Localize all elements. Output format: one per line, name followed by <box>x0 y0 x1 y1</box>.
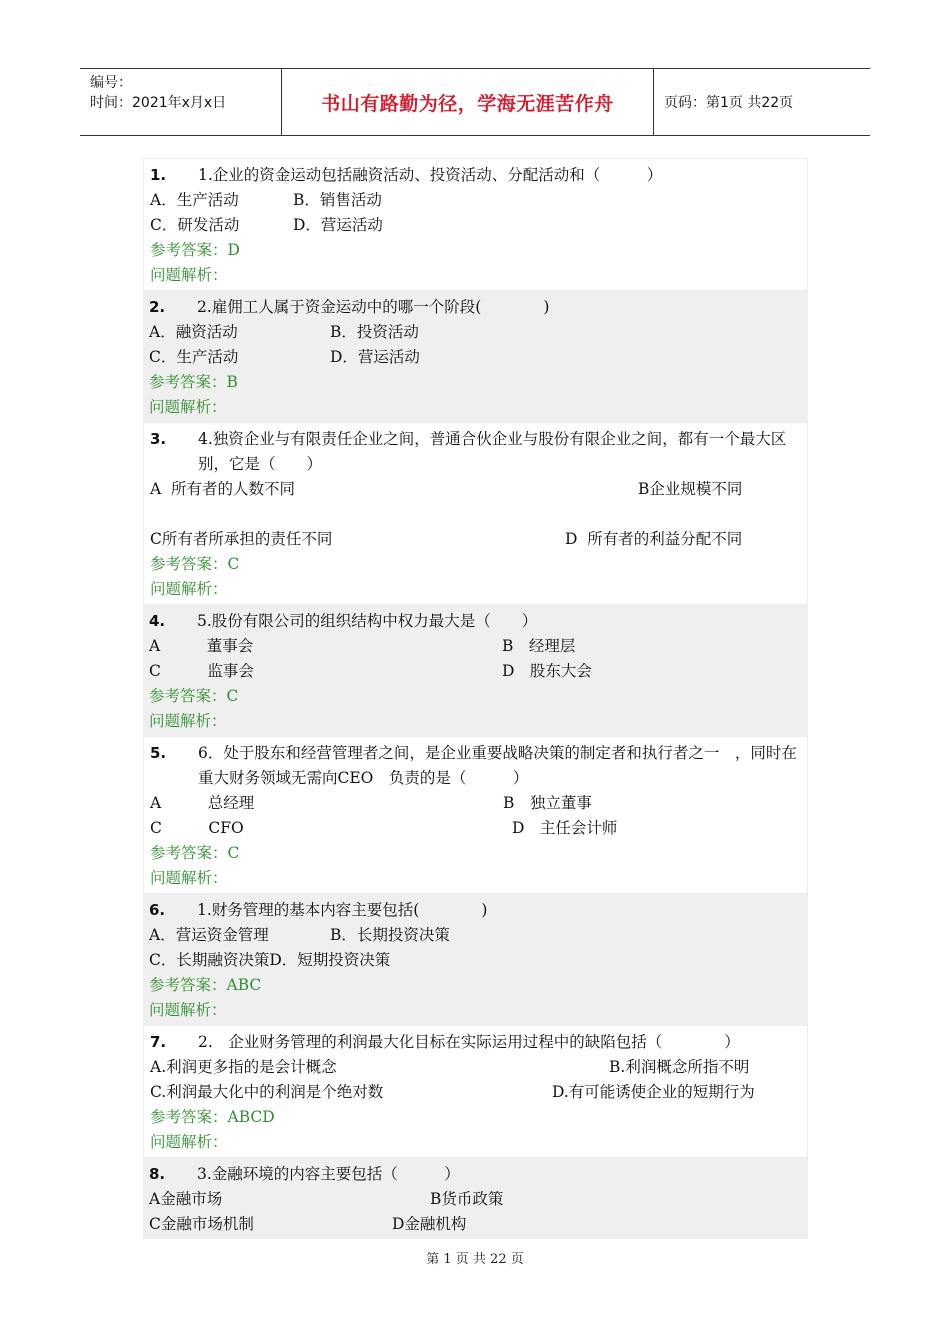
option: B 独立董事 <box>503 794 592 812</box>
question-analysis: 问题解析： <box>150 1133 228 1151</box>
reference-answer: 参考答案：C <box>150 844 240 862</box>
option: B．销售活动 <box>293 191 382 209</box>
question-number: 2. <box>149 298 166 316</box>
question-number: 4. <box>149 612 166 630</box>
question-analysis: 问题解析： <box>150 266 228 284</box>
header-page-info: 页码：第1页 共22页 <box>664 95 794 111</box>
option: C 监事会 <box>149 662 254 680</box>
option: A．生产活动 <box>150 191 239 209</box>
question-list <box>143 158 808 1239</box>
option: C金融市场机制 <box>149 1215 254 1233</box>
option: B．长期投资决策 <box>330 926 450 944</box>
header-meta-cell <box>80 69 282 135</box>
question-item <box>143 1158 808 1239</box>
reference-answer: 参考答案：D <box>150 241 240 259</box>
reference-answer: 参考答案：ABCD <box>150 1108 275 1126</box>
question-number: 5. <box>150 744 167 762</box>
question-stem: 1.财务管理的基本内容主要包括( ) <box>197 901 488 919</box>
question-stem: 1.企业的资金运动包括融资活动、投资活动、分配活动和（ ） <box>198 166 663 184</box>
option: A．营运资金管理 <box>149 926 269 944</box>
option: C．研发活动 <box>150 216 240 234</box>
question-number: 6. <box>149 901 166 919</box>
option: C.利润最大化中的利润是个绝对数 <box>150 1083 384 1101</box>
option: A金融市场 <box>149 1190 223 1208</box>
option: B.利润概念所指不明 <box>609 1058 750 1076</box>
option: B企业规模不同 <box>638 480 743 498</box>
serial-label: 编号： <box>90 75 132 91</box>
question-item <box>143 605 808 736</box>
question-number: 1. <box>150 166 167 184</box>
question-analysis: 问题解析： <box>149 398 227 416</box>
question-item <box>143 1025 808 1158</box>
option: D 主任会计师 <box>512 819 618 837</box>
option: C．长期融资决策D．短期投资决策 <box>149 951 391 969</box>
option: A．融资活动 <box>149 323 238 341</box>
option: A 总经理 <box>150 794 255 812</box>
option: D.有可能诱使企业的短期行为 <box>552 1083 755 1101</box>
question-stem: 2.雇佣工人属于资金运动中的哪一个阶段( ) <box>197 298 550 316</box>
header-motto: 书山有路勤为径，学海无涯苦作舟 <box>282 69 654 135</box>
reference-answer: 参考答案：C <box>150 555 240 573</box>
question-analysis: 问题解析： <box>150 869 228 887</box>
option: D．营运活动 <box>293 216 383 234</box>
time-label: 时间：2021年x月x日 <box>90 95 227 111</box>
option: C所有者所承担的责任不同 <box>150 530 333 548</box>
question-stem: 4.独资企业与有限责任企业之间，普通合伙企业与股份有限企业之间，都有一个最大区别，它是（ ） <box>198 430 787 473</box>
option: B 经理层 <box>502 637 576 655</box>
question-stem: 5.股份有限公司的组织结构中权力最大是（ ） <box>197 612 538 630</box>
option: C CFO <box>150 819 244 837</box>
option: D 股东大会 <box>502 662 592 680</box>
option: B．投资活动 <box>330 323 419 341</box>
option: C．生产活动 <box>149 348 239 366</box>
question-stem: 6．处于股东和经营管理者之间，是企业重要战略决策的制定者和执行者之一 ，同时在重大财务领域无需向CEO 负责的是（ ） <box>198 744 797 787</box>
option: A 所有者的人数不同 <box>150 480 296 498</box>
question-number: 7. <box>150 1033 167 1051</box>
option: A.利润更多指的是会计概念 <box>150 1058 337 1076</box>
question-item <box>143 422 808 605</box>
header-table <box>80 68 870 136</box>
question-stem: 2. 企业财务管理的利润最大化目标在实际运用过程中的缺陷包括（ ） <box>198 1033 740 1051</box>
question-analysis: 问题解析： <box>150 580 228 598</box>
option: D金融机构 <box>392 1215 467 1233</box>
option: A 董事会 <box>149 637 254 655</box>
reference-answer: 参考答案：ABC <box>149 976 262 994</box>
question-number: 3. <box>150 430 167 448</box>
question-item <box>143 894 808 1025</box>
option: D 所有者的利益分配不同 <box>565 530 743 548</box>
option: D．营运活动 <box>330 348 420 366</box>
question-item <box>143 736 808 894</box>
question-item <box>143 158 808 291</box>
question-stem: 3.金融环境的内容主要包括（ ） <box>197 1165 460 1183</box>
question-item <box>143 291 808 422</box>
question-number: 8. <box>149 1165 166 1183</box>
page-footer: 第 1 页 共 22 页 <box>426 1252 524 1267</box>
reference-answer: 参考答案：C <box>149 687 239 705</box>
question-analysis: 问题解析： <box>149 1001 227 1019</box>
reference-answer: 参考答案：B <box>149 373 238 391</box>
option: B货币政策 <box>430 1190 504 1208</box>
question-analysis: 问题解析： <box>149 712 227 730</box>
